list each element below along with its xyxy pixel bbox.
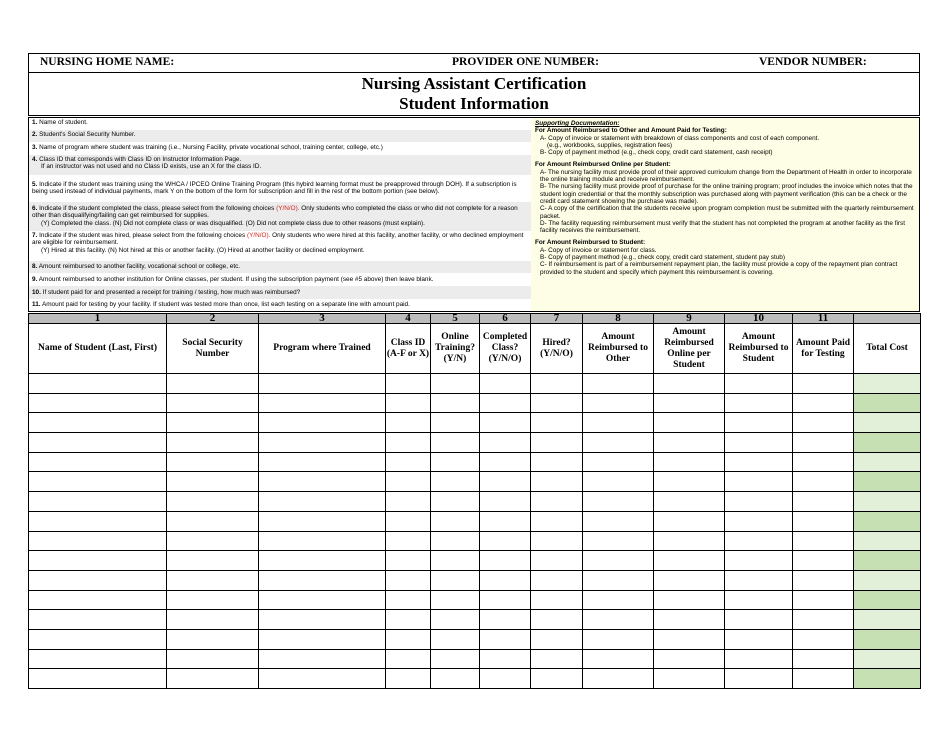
reimbursed-online-cell[interactable] [654, 590, 725, 610]
doc-section-2-b: B- The nursing facility must provide proof of purchase for the online training program; proof includes the invoice which notes that the student login credential or that the monthly subscription was purchased along with payment verification (this can be a check or the credit card statement showing the purchase was made). [540, 183, 913, 205]
header-reimbursed-other: Amount Reimbursed to Other [583, 324, 654, 374]
table-row [29, 472, 921, 492]
ssn-cell[interactable] [167, 492, 259, 512]
instructions-list [29, 118, 531, 311]
hired-cell[interactable] [531, 669, 583, 689]
hired-cell[interactable] [531, 374, 583, 394]
program-cell[interactable] [259, 511, 386, 531]
ssn-cell[interactable] [167, 551, 259, 571]
completed-class-cell[interactable] [480, 472, 531, 492]
column-number: 6 [480, 314, 531, 324]
hired-cell[interactable] [531, 452, 583, 472]
reimbursed-student-cell[interactable] [725, 452, 793, 472]
total-cost-cell[interactable] [854, 531, 921, 551]
table-row [29, 669, 921, 689]
header-bar [28, 53, 920, 73]
reimbursed-student-cell[interactable] [725, 511, 793, 531]
online-training-cell[interactable] [431, 413, 480, 433]
online-training-cell[interactable] [431, 610, 480, 630]
paid-testing-cell[interactable] [793, 649, 854, 669]
student-name-cell[interactable] [29, 531, 167, 551]
completed-class-cell[interactable] [480, 629, 531, 649]
student-name-cell[interactable] [29, 433, 167, 453]
paid-testing-cell[interactable] [793, 511, 854, 531]
reimbursed-student-cell[interactable] [725, 669, 793, 689]
reimbursed-other-cell[interactable] [583, 669, 654, 689]
doc-section-2-a: A- The nursing facility must provide proof of their approved curriculum change from the Department of Health in order to incorporate the online training module and receive reimbursement. [540, 168, 912, 184]
hired-cell[interactable] [531, 413, 583, 433]
student-name-cell[interactable] [29, 629, 167, 649]
column-number [854, 314, 921, 324]
instruction-11: 11. Amount paid for testing by your facility. If student was tested more than once, list each testing on a separate line with amount paid. [32, 301, 410, 308]
header-reimbursed-student: Amount Reimbursed to Student [725, 324, 793, 374]
reimbursed-online-cell[interactable] [654, 511, 725, 531]
total-cost-cell[interactable] [854, 492, 921, 512]
table-row [29, 452, 921, 472]
reimbursed-other-cell[interactable] [583, 590, 654, 610]
total-cost-cell[interactable] [854, 610, 921, 630]
paid-testing-cell[interactable] [793, 610, 854, 630]
total-cost-cell[interactable] [854, 413, 921, 433]
program-cell[interactable] [259, 472, 386, 492]
class-id-cell[interactable] [386, 472, 431, 492]
column-header-row [29, 324, 921, 374]
program-cell[interactable] [259, 433, 386, 453]
online-training-cell[interactable] [431, 472, 480, 492]
total-cost-cell[interactable] [854, 472, 921, 492]
column-number: 7 [531, 314, 583, 324]
ssn-cell[interactable] [167, 374, 259, 394]
reimbursed-student-cell[interactable] [725, 413, 793, 433]
reimbursed-student-cell[interactable] [725, 492, 793, 512]
reimbursed-other-cell[interactable] [583, 649, 654, 669]
table-row [29, 492, 921, 512]
hired-cell[interactable] [531, 492, 583, 512]
student-name-cell[interactable] [29, 649, 167, 669]
online-training-cell[interactable] [431, 551, 480, 571]
reimbursed-other-cell[interactable] [583, 393, 654, 413]
reimbursed-other-cell[interactable] [583, 610, 654, 630]
class-id-cell[interactable] [386, 649, 431, 669]
completed-class-cell[interactable] [480, 511, 531, 531]
instruction-9: 9. Amount reimbursed to another institution for Online classes, per student. If using the subscription payment (see #5 above) then leave blank. [32, 276, 434, 283]
online-training-cell[interactable] [431, 531, 480, 551]
program-cell[interactable] [259, 649, 386, 669]
class-id-cell[interactable] [386, 374, 431, 394]
student-name-cell[interactable] [29, 511, 167, 531]
instruction-2: 2. Student's Social Security Number. [29, 130, 531, 142]
table-row [29, 629, 921, 649]
student-table [28, 313, 921, 689]
paid-testing-cell[interactable] [793, 413, 854, 433]
hired-cell[interactable] [531, 472, 583, 492]
hired-cell[interactable] [531, 433, 583, 453]
hired-cell[interactable] [531, 393, 583, 413]
table-row [29, 393, 921, 413]
doc-section-1-heading: For Amount Reimbursed to Other and Amount Paid for Testing: [535, 127, 727, 135]
online-training-cell[interactable] [431, 452, 480, 472]
table-row [29, 570, 921, 590]
program-cell[interactable] [259, 374, 386, 394]
column-number: 9 [654, 314, 725, 324]
reimbursed-other-cell[interactable] [583, 570, 654, 590]
total-cost-cell[interactable] [854, 590, 921, 610]
total-cost-cell[interactable] [854, 649, 921, 669]
table-row [29, 413, 921, 433]
class-id-cell[interactable] [386, 669, 431, 689]
online-training-cell[interactable] [431, 629, 480, 649]
ssn-cell[interactable] [167, 531, 259, 551]
reimbursed-online-cell[interactable] [654, 413, 725, 433]
program-cell[interactable] [259, 531, 386, 551]
total-cost-cell[interactable] [854, 393, 921, 413]
student-name-cell[interactable] [29, 413, 167, 433]
hired-cell[interactable] [531, 610, 583, 630]
class-id-cell[interactable] [386, 433, 431, 453]
table-row [29, 374, 921, 394]
completed-class-cell[interactable] [480, 570, 531, 590]
table-row [29, 531, 921, 551]
student-name-cell[interactable] [29, 551, 167, 571]
title-line-1: Nursing Assistant Certification [361, 74, 587, 93]
completed-class-cell[interactable] [480, 433, 531, 453]
total-cost-cell[interactable] [854, 629, 921, 649]
hired-cell[interactable] [531, 590, 583, 610]
column-number: 4 [386, 314, 431, 324]
program-cell[interactable] [259, 590, 386, 610]
paid-testing-cell[interactable] [793, 492, 854, 512]
reimbursed-other-cell[interactable] [583, 433, 654, 453]
instruction-3: 3. Name of program where student was training (i.e., Nursing Facility, private vocational school, training center, college, etc.) [32, 144, 383, 151]
program-cell[interactable] [259, 570, 386, 590]
program-cell[interactable] [259, 452, 386, 472]
header-class-id: Class ID (A-F or X) [386, 324, 431, 374]
completed-class-cell[interactable] [480, 374, 531, 394]
reimbursed-other-cell[interactable] [583, 413, 654, 433]
online-training-cell[interactable] [431, 511, 480, 531]
paid-testing-cell[interactable] [793, 629, 854, 649]
program-cell[interactable] [259, 551, 386, 571]
completed-class-cell[interactable] [480, 531, 531, 551]
reimbursed-student-cell[interactable] [725, 570, 793, 590]
doc-section-1-b: B- Copy of payment method (e.g., check copy, credit card statement, cash receipt) [540, 149, 773, 157]
header-reimbursed-online: Amount Reimbursed Online per Student [654, 324, 725, 374]
doc-section-2-heading: For Amount Reimbursed Online per Student: [535, 161, 671, 169]
provider-one-number-label: PROVIDER ONE NUMBER: [452, 56, 599, 68]
ssn-cell[interactable] [167, 669, 259, 689]
reimbursed-online-cell[interactable] [654, 374, 725, 394]
total-cost-cell[interactable] [854, 551, 921, 571]
reimbursed-student-cell[interactable] [725, 531, 793, 551]
table-row [29, 551, 921, 571]
ssn-cell[interactable] [167, 570, 259, 590]
instruction-10: 10. If student paid for and presented a receipt for training / testing, how much was reimbursed? [29, 286, 531, 299]
online-training-cell[interactable] [431, 570, 480, 590]
header-hired: Hired? (Y/N/O) [531, 324, 583, 374]
reimbursed-student-cell[interactable] [725, 393, 793, 413]
online-training-cell[interactable] [431, 649, 480, 669]
student-name-cell[interactable] [29, 570, 167, 590]
paid-testing-cell[interactable] [793, 374, 854, 394]
class-id-cell[interactable] [386, 452, 431, 472]
table-row [29, 649, 921, 669]
reimbursed-other-cell[interactable] [583, 511, 654, 531]
total-cost-cell[interactable] [854, 452, 921, 472]
hired-cell[interactable] [531, 629, 583, 649]
column-number-row [29, 314, 921, 324]
paid-testing-cell[interactable] [793, 531, 854, 551]
completed-class-cell[interactable] [480, 492, 531, 512]
table-row [29, 590, 921, 610]
doc-section-3-b: B- Copy of payment method (e.g., check copy, credit card statement, student pay stub) [540, 254, 785, 262]
table-row [29, 610, 921, 630]
completed-class-cell[interactable] [480, 413, 531, 433]
header-completed-class: Completed Class? (Y/N/O) [480, 324, 531, 374]
doc-section-2-c: C- A copy of the certification that the students receive upon program completion must be submitted with the quarterly reimbursement packet. [540, 205, 914, 220]
ssn-cell[interactable] [167, 629, 259, 649]
program-cell[interactable] [259, 492, 386, 512]
reimbursed-other-cell[interactable] [583, 629, 654, 649]
student-name-cell[interactable] [29, 393, 167, 413]
class-id-cell[interactable] [386, 570, 431, 590]
instruction-1: 1. Name of student. [32, 119, 88, 126]
class-id-cell[interactable] [386, 551, 431, 571]
online-training-cell[interactable] [431, 393, 480, 413]
doc-section-3-a: A- Copy of invoice or statement for class. [540, 246, 657, 254]
paid-testing-cell[interactable] [793, 393, 854, 413]
instructions-panel [28, 117, 920, 312]
doc-section-3-c: C- If reimbursement is part of a reimbursement repayment plan, the facility must provide a copy of the repayment plan contract provided to the student and specify which payment this reimbursement is covering. [540, 261, 898, 276]
ssn-cell[interactable] [167, 511, 259, 531]
table-row [29, 433, 921, 453]
reimbursed-student-cell[interactable] [725, 551, 793, 571]
completed-class-cell[interactable] [480, 610, 531, 630]
reimbursed-student-cell[interactable] [725, 374, 793, 394]
ssn-cell[interactable] [167, 393, 259, 413]
reimbursed-online-cell[interactable] [654, 472, 725, 492]
hired-cell[interactable] [531, 570, 583, 590]
reimbursed-other-cell[interactable] [583, 374, 654, 394]
column-number: 10 [725, 314, 793, 324]
column-number: 11 [793, 314, 854, 324]
doc-section-1-a: A- Copy of invoice or statement with breakdown of class components and cost of each component. [540, 134, 820, 142]
reimbursed-student-cell[interactable] [725, 433, 793, 453]
paid-testing-cell[interactable] [793, 452, 854, 472]
instruction-6: 6. Indicate if the student completed the class, please select from the following choices (Y/N/O). Only students who completed the class or who did not complete for a reason other than disqualifying/failing can get reimbursed for supplies. (Y) Completed the class. (N) Did not complete class or was disqualified. (O) Did not complete class due to other reasons (must explain). [29, 202, 531, 231]
online-training-cell[interactable] [431, 374, 480, 394]
hired-cell[interactable] [531, 511, 583, 531]
online-training-cell[interactable] [431, 433, 480, 453]
class-id-cell[interactable] [386, 590, 431, 610]
class-id-cell[interactable] [386, 511, 431, 531]
doc-section-1-a2: (e.g., workbooks, supplies, registration fees) [547, 141, 673, 149]
column-number: 2 [167, 314, 259, 324]
header-student-name: Name of Student (Last, First) [29, 324, 167, 374]
program-cell[interactable] [259, 393, 386, 413]
online-training-cell[interactable] [431, 669, 480, 689]
reimbursed-other-cell[interactable] [583, 531, 654, 551]
student-name-cell[interactable] [29, 452, 167, 472]
reimbursed-online-cell[interactable] [654, 433, 725, 453]
online-training-cell[interactable] [431, 492, 480, 512]
supporting-documentation [531, 118, 919, 311]
ssn-cell[interactable] [167, 590, 259, 610]
reimbursed-student-cell[interactable] [725, 590, 793, 610]
header-online-training: Online Training? (Y/N) [431, 324, 480, 374]
paid-testing-cell[interactable] [793, 570, 854, 590]
class-id-cell[interactable] [386, 413, 431, 433]
completed-class-cell[interactable] [480, 452, 531, 472]
reimbursed-online-cell[interactable] [654, 551, 725, 571]
ssn-cell[interactable] [167, 649, 259, 669]
vendor-number-label: VENDOR NUMBER: [759, 56, 867, 68]
ssn-cell[interactable] [167, 452, 259, 472]
instruction-4: 4. Class ID that corresponds with Class ID on Instructor Information Page. If an instructor was not used and no Class ID exists, use an X for the class ID. [29, 155, 531, 175]
program-cell[interactable] [259, 610, 386, 630]
paid-testing-cell[interactable] [793, 590, 854, 610]
hired-cell[interactable] [531, 649, 583, 669]
class-id-cell[interactable] [386, 393, 431, 413]
reimbursed-online-cell[interactable] [654, 531, 725, 551]
header-program: Program where Trained [259, 324, 386, 374]
completed-class-cell[interactable] [480, 551, 531, 571]
doc-section-3-heading: For Amount Reimbursed to Student: [535, 239, 646, 247]
reimbursed-other-cell[interactable] [583, 492, 654, 512]
title-box [28, 72, 920, 116]
student-name-cell[interactable] [29, 610, 167, 630]
reimbursed-online-cell[interactable] [654, 570, 725, 590]
reimbursed-online-cell[interactable] [654, 649, 725, 669]
class-id-cell[interactable] [386, 531, 431, 551]
student-name-cell[interactable] [29, 669, 167, 689]
program-cell[interactable] [259, 413, 386, 433]
documentation-heading: Supporting Documentation: [535, 120, 620, 127]
reimbursed-other-cell[interactable] [583, 452, 654, 472]
total-cost-cell[interactable] [854, 374, 921, 394]
reimbursed-student-cell[interactable] [725, 629, 793, 649]
column-number: 5 [431, 314, 480, 324]
hired-cell[interactable] [531, 531, 583, 551]
instruction-8: 8. Amount reimbursed to another facility, vocational school or college, etc. [29, 261, 531, 273]
total-cost-cell[interactable] [854, 433, 921, 453]
reimbursed-student-cell[interactable] [725, 472, 793, 492]
title-line-2: Student Information [399, 94, 549, 113]
total-cost-cell[interactable] [854, 669, 921, 689]
completed-class-cell[interactable] [480, 393, 531, 413]
student-name-cell[interactable] [29, 472, 167, 492]
reimbursed-online-cell[interactable] [654, 452, 725, 472]
total-cost-cell[interactable] [854, 511, 921, 531]
student-name-cell[interactable] [29, 374, 167, 394]
completed-class-cell[interactable] [480, 669, 531, 689]
reimbursed-student-cell[interactable] [725, 610, 793, 630]
column-number: 8 [583, 314, 654, 324]
table-row [29, 511, 921, 531]
reimbursed-online-cell[interactable] [654, 610, 725, 630]
completed-class-cell[interactable] [480, 590, 531, 610]
ssn-cell[interactable] [167, 413, 259, 433]
class-id-cell[interactable] [386, 629, 431, 649]
student-name-cell[interactable] [29, 492, 167, 512]
reimbursed-online-cell[interactable] [654, 393, 725, 413]
table-body [29, 374, 921, 689]
header-ssn: Social Security Number [167, 324, 259, 374]
online-training-cell[interactable] [431, 590, 480, 610]
reimbursed-student-cell[interactable] [725, 649, 793, 669]
column-number: 3 [259, 314, 386, 324]
ssn-cell[interactable] [167, 472, 259, 492]
reimbursed-online-cell[interactable] [654, 669, 725, 689]
paid-testing-cell[interactable] [793, 669, 854, 689]
reimbursed-other-cell[interactable] [583, 551, 654, 571]
instruction-7: 7. Indicate if the student was hired, please select from the following choices (Y/N/O). Only students who were hired at this facility, another facility, or who declined employment are eligible for reimbursement. (Y) Hired at this facility. (N) Not hired at this or another facility. (O) Hired at another facility or declined employment. [32, 232, 524, 254]
student-name-cell[interactable] [29, 590, 167, 610]
doc-section-2-d: D- The facility requesting reimbursement must verify that the student has not completed the program at another facility as the first facility receives the reimbursement. [540, 219, 906, 235]
class-id-cell[interactable] [386, 610, 431, 630]
instruction-5: 5. Indicate if the student was training using the WHCA / IPCEO Online Training Program (this hybird learning format must be preapproved through DOH). If a subscription is being used instead of individual payments, mark Y on the bottom of the form for subscription and fill in the rest of the bottom portion (see below). [32, 181, 517, 196]
nursing-home-name-label: NURSING HOME NAME: [40, 56, 175, 68]
reimbursed-other-cell[interactable] [583, 472, 654, 492]
hired-cell[interactable] [531, 551, 583, 571]
column-number: 1 [29, 314, 167, 324]
paid-testing-cell[interactable] [793, 472, 854, 492]
program-cell[interactable] [259, 669, 386, 689]
program-cell[interactable] [259, 629, 386, 649]
paid-testing-cell[interactable] [793, 433, 854, 453]
class-id-cell[interactable] [386, 492, 431, 512]
completed-class-cell[interactable] [480, 649, 531, 669]
reimbursed-online-cell[interactable] [654, 629, 725, 649]
ssn-cell[interactable] [167, 433, 259, 453]
total-cost-cell[interactable] [854, 570, 921, 590]
header-total-cost: Total Cost [854, 324, 921, 374]
ssn-cell[interactable] [167, 610, 259, 630]
reimbursed-online-cell[interactable] [654, 492, 725, 512]
header-paid-testing: Amount Paid for Testing [793, 324, 854, 374]
paid-testing-cell[interactable] [793, 551, 854, 571]
